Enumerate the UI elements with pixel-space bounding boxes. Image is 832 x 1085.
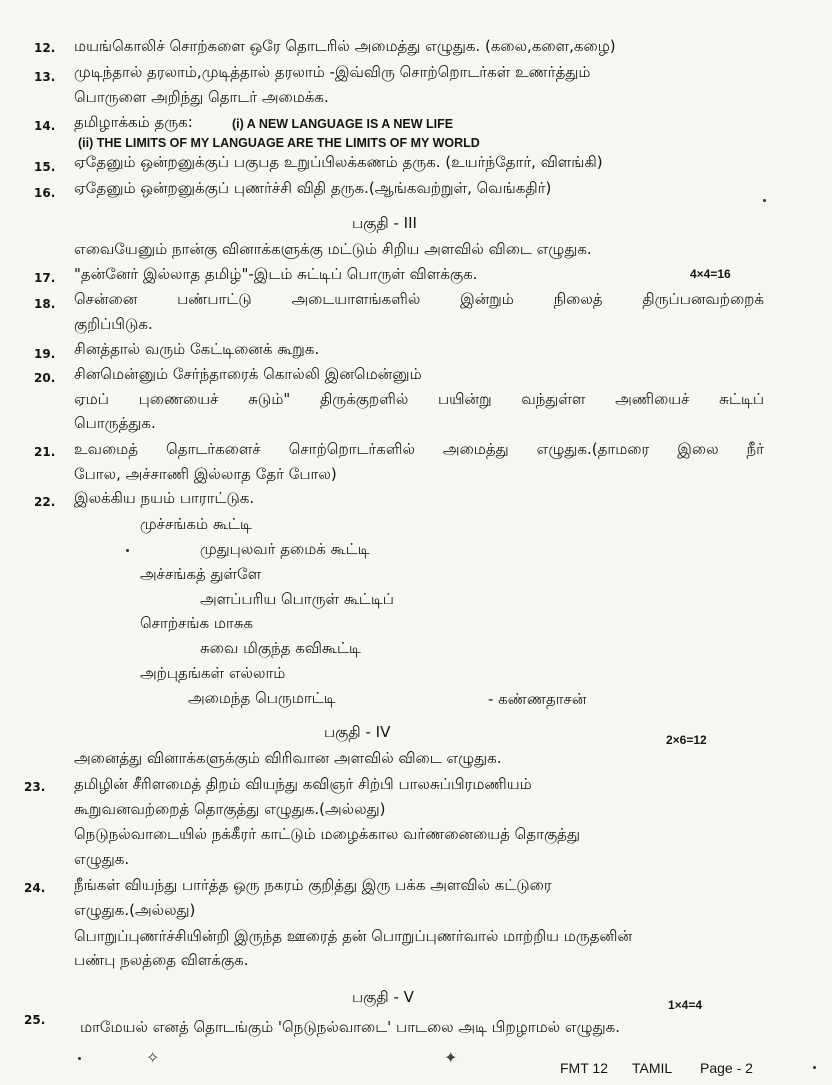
- poem-line: முதுபுலவர் தமைக் கூட்டி: [200, 540, 370, 558]
- poem-line: அச்சங்கத் துள்ளே: [140, 565, 262, 583]
- poem-line: அமைந்த பெருமாட்டி: [188, 689, 336, 707]
- poem-line: அளப்பரிய பொருள் கூட்டிப்: [200, 590, 394, 608]
- question-number: 14.: [34, 119, 56, 133]
- question-number: 25.: [24, 1013, 46, 1027]
- section-instruction: அனைத்து வினாக்களுக்கும் விரிவான அளவில் விடை எழுதுக.: [74, 749, 502, 767]
- question-23-line: எழுதுக.: [74, 850, 130, 868]
- question-24-line: எழுதுக.(அல்லது): [74, 901, 196, 919]
- scan-speck: [813, 1066, 816, 1069]
- question-16-text: ஏதேனும் ஒன்றனுக்குப் புணர்ச்சி விதி தருக.(ஆங்கவற்றுள், வெங்கதிர்): [74, 179, 552, 197]
- question-23-line: நெடுநல்வாடையில் நக்கீரர் காட்டும் மழைக்கால வர்ணனையைத் தொகுத்து: [74, 825, 580, 843]
- question-19-text: சினத்தால் வரும் கேட்டினைக் கூறுக.: [74, 340, 320, 358]
- question-20-line: சினமென்னும் சேர்ந்தாரைக் கொல்லி இனமென்னும்: [74, 365, 422, 383]
- question-21-line: போல, அச்சாணி இல்லாத தேர் போல): [74, 465, 337, 483]
- question-number: 16.: [34, 186, 56, 200]
- question-23-line: தமிழின் சீரிளமைத் திறம் வியந்து கவிஞர் சிற்பி பாலசுப்பிரமணியம்: [74, 775, 532, 793]
- poem-line: முச்சங்கம் கூட்டி: [140, 515, 252, 533]
- question-24-line: பொறுப்புணர்ச்சியின்றி இருந்த ஊரைத் தன் பொறுப்புணர்வால் மாற்றிய மருதனின்: [74, 927, 632, 945]
- section-marks: 2×6=12: [666, 733, 707, 747]
- question-number: 21.: [34, 445, 56, 459]
- scan-smudge: ✦: [444, 1048, 458, 1067]
- section-heading: பகுதி - V: [352, 988, 414, 1006]
- footer-code: FMT 12: [560, 1060, 608, 1076]
- question-13-line: முடிந்தால் தரலாம்,முடித்தால் தரலாம் -இவ்விரு சொற்றொடர்கள் உணர்த்தும்: [74, 63, 591, 81]
- poem-line: அற்புதங்கள் எல்லாம்: [140, 664, 286, 682]
- footer-subject: TAMIL: [632, 1060, 673, 1076]
- poem-line: சுவை மிகுந்த கவிகூட்டி: [200, 639, 361, 657]
- question-14-prefix: தமிழாக்கம் தருக:: [74, 113, 193, 131]
- question-18-line: குறிப்பிடுக.: [74, 315, 153, 333]
- section-marks: 1×4=4: [668, 998, 703, 1012]
- question-22-text: இலக்கிய நயம் பாராட்டுக.: [74, 489, 255, 507]
- question-15-text: ஏதேனும் ஒன்றனுக்குப் பகுபத உறுப்பிலக்கணம் தருக. (உயர்ந்தோர், விளங்கி): [74, 153, 603, 171]
- question-number: 13.: [34, 70, 56, 84]
- section-heading: பகுதி - III: [352, 214, 417, 232]
- question-18-line: சென்னை பண்பாட்டு அடையாளங்களில் இன்றும் நிலைத் திருப்பனவற்றைக்: [74, 290, 764, 308]
- scan-speck: [78, 1057, 81, 1060]
- question-24-line: நீங்கள் வியந்து பார்த்த ஒரு நகரம் குறித்து இரு பக்க அளவில் கட்டுரை: [74, 876, 552, 894]
- question-14-english-line: (i) A NEW LANGUAGE IS A NEW LIFE: [232, 117, 454, 131]
- question-number: 23.: [24, 780, 46, 794]
- poem-author: - கண்ணதாசன்: [488, 690, 587, 708]
- question-number: 24.: [24, 881, 46, 895]
- question-21-line: உவமைத் தொடர்களைச் சொற்றொடர்களில் அமைத்து எழுதுக.(தாமரை இலை நீர்: [74, 440, 764, 458]
- scan-speck: [126, 549, 129, 552]
- question-number: 15.: [34, 160, 56, 174]
- poem-line: சொற்சங்க மாசுக: [140, 614, 254, 632]
- question-number: 22.: [34, 495, 56, 509]
- footer-page-number: Page - 2: [700, 1060, 753, 1076]
- question-17-text: "தன்னேர் இல்லாத தமிழ்"-இடம் சுட்டிப் பொருள் விளக்குக.: [74, 265, 478, 283]
- question-20-line: பொருத்துக.: [74, 414, 156, 432]
- scan-smudge: ✧: [146, 1048, 160, 1067]
- section-instruction: எவையேனும் நான்கு வினாக்களுக்கு மட்டும் சிறிய அளவில் விடை எழுதுக.: [74, 240, 592, 258]
- question-20-line: ஏமப் புணையைச் சுடும்" திருக்குறளில் பயின்று வந்துள்ள அணியைச் சுட்டிப்: [74, 390, 764, 408]
- section-heading: பகுதி - IV: [324, 723, 391, 741]
- question-number: 12.: [34, 41, 56, 55]
- question-14-english-line: (ii) THE LIMITS OF MY LANGUAGE ARE THE LIMITS OF MY WORLD: [78, 136, 480, 150]
- question-23-line: கூறுவனவற்றைத் தொகுத்து எழுதுக.(அல்லது): [74, 800, 386, 818]
- section-marks: 4×4=16: [690, 267, 731, 281]
- question-number: 19.: [34, 347, 56, 361]
- question-number: 17.: [34, 271, 56, 285]
- question-25-text: மாமேயல் எனத் தொடங்கும் 'நெடுநல்வாடை' பாடலை அடி பிறழாமல் எழுதுக.: [80, 1018, 620, 1036]
- question-12-text: மயங்கொலிச் சொற்களை ஒரே தொடரில் அமைத்து எழுதுக. (கலை,களை,கழை): [74, 37, 616, 55]
- question-number: 20.: [34, 371, 56, 385]
- question-24-line: பண்பு நலத்தை விளக்குக.: [74, 951, 249, 969]
- scan-speck: [763, 199, 766, 202]
- question-number: 18.: [34, 297, 56, 311]
- question-13-line: பொருளை அறிந்து தொடர் அமைக்க.: [74, 88, 329, 106]
